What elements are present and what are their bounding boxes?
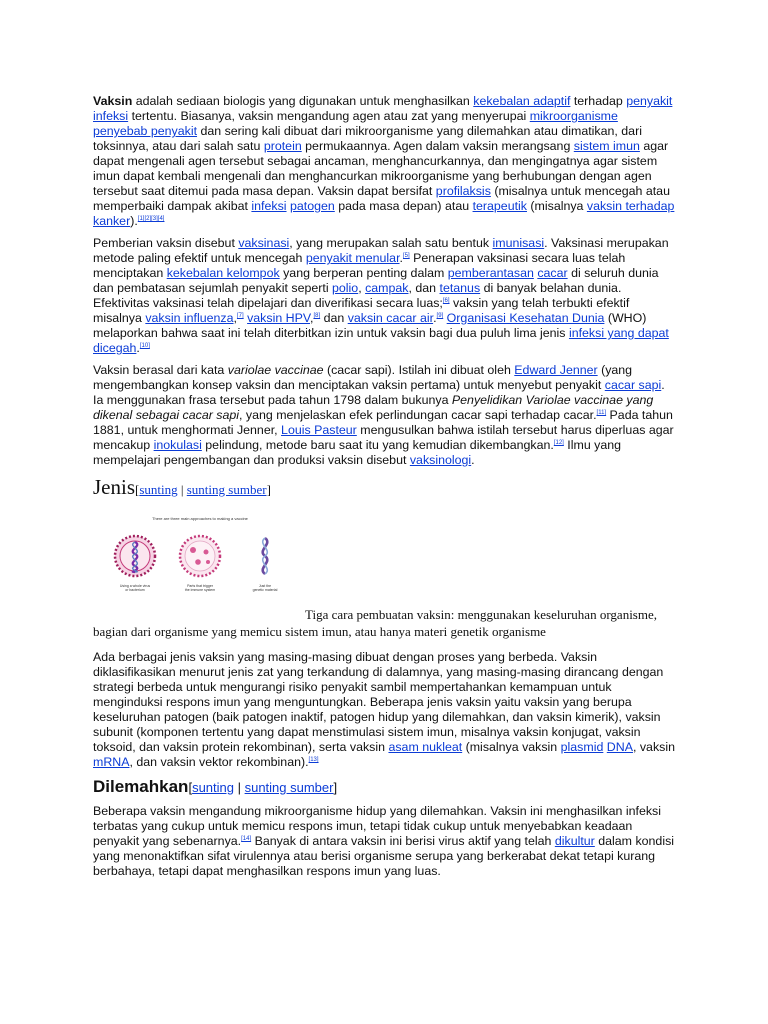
figure-label: genetic material: [252, 588, 278, 592]
text: mengusulkan bahwa istilah tersebut harus diperluas agar mencakup: [93, 423, 674, 452]
link-infeksi[interactable]: infeksi: [251, 199, 287, 213]
text: agar dapat mengenali agen tersebut sebagai ancaman, menghancurkannya, dan mengingatnya agar sistem imun dapat kembali mengenali dan menghancurkan mikroorganisme yang berhubungan dengan agen tersebut saat ditemui pada masa depan. Vaksin dapat bersifat: [93, 139, 669, 198]
link-cacar[interactable]: cacar: [537, 266, 568, 280]
heading-title: Dilemahkan: [93, 777, 189, 796]
text: di banyak belahan dunia. Efektivitas vaksinasi telah dipelajari dan diverifikasi secara luas;: [93, 281, 622, 310]
text: (WHO) melaporkan bahwa saat ini telah diterbitkan izin untuk vaksin bagi dua puluh lima jenis: [93, 311, 647, 340]
reference-link[interactable]: [10]: [139, 342, 150, 349]
text: adalah sediaan biologis yang digunakan untuk menghasilkan: [132, 94, 474, 108]
text: ,: [358, 281, 366, 295]
term-vaksin: Vaksin: [93, 94, 133, 108]
link-cacar-sapi[interactable]: cacar sapi: [604, 378, 662, 392]
figure-label: Parts that trigger: [187, 584, 213, 588]
link-profilaksis[interactable]: profilaksis: [435, 184, 491, 198]
link-asam-nukleat[interactable]: asam nukleat: [388, 740, 463, 754]
reference[interactable]: [443, 298, 450, 304]
bracket: ]: [266, 482, 271, 497]
text: . Ia menggunakan frasa tersebut pada tahun 1798 dalam bukunya: [93, 378, 665, 407]
reference-link[interactable]: [14]: [241, 835, 252, 842]
link-penyakit-infeksi[interactable]: penyakit infeksi: [93, 94, 673, 123]
text: (misalnya: [526, 199, 587, 213]
figure-container: [93, 510, 675, 606]
bracket: [: [135, 482, 140, 497]
link-dikultur[interactable]: dikultur: [554, 834, 595, 848]
edit-source-link[interactable]: sunting sumber: [186, 482, 267, 497]
paragraph-intro: [93, 94, 675, 229]
text: pada masa depan) atau: [334, 199, 473, 213]
edit-link[interactable]: sunting: [192, 780, 234, 795]
bracket: ]: [333, 780, 338, 795]
reference-link[interactable]: [11]: [596, 409, 607, 416]
edit-link[interactable]: sunting: [139, 482, 178, 497]
link-infeksi-yang-dapat-dicegah[interactable]: infeksi yang dapat dicegah: [93, 326, 669, 355]
link-imunisasi[interactable]: imunisasi: [492, 236, 545, 250]
reference[interactable]: [237, 313, 244, 319]
reference-link[interactable]: [9]: [436, 312, 444, 319]
text: , yang menjelaskan efek perlindungan cacar sapi terhadap cacar.: [239, 408, 597, 422]
paragraph-vaksinasi: [93, 236, 675, 356]
heading-title: Jenis: [93, 475, 135, 499]
whole-virus-icon: [115, 536, 155, 576]
paragraph-dilemahkan: [93, 804, 675, 879]
text: dan sering kali dibuat dari mikroorganisme yang dilemahkan atau dimatikan, dari toksinnya, atau dari salah satu: [93, 124, 642, 153]
bracket: [: [188, 780, 193, 795]
reference[interactable]: [403, 253, 410, 259]
genetic-material-icon: [263, 538, 268, 574]
separator: |: [233, 780, 245, 795]
reference[interactable]: [597, 410, 607, 416]
reference-link[interactable]: [6]: [442, 297, 450, 304]
separator: |: [177, 482, 187, 497]
text: terhadap: [570, 94, 627, 108]
text: ,: [310, 311, 314, 325]
text: yang berperan penting dalam: [279, 266, 448, 280]
text: , dan: [408, 281, 440, 295]
link-mikroorganisme[interactable]: mikroorganisme: [529, 109, 618, 123]
reference[interactable]: [309, 757, 319, 763]
text: Banyak di antara vaksin ini berisi virus aktif yang telah: [251, 834, 555, 848]
edit-links: [188, 780, 337, 795]
link-vaksin-cacar-air[interactable]: vaksin cacar air: [347, 311, 434, 325]
text: Pemberian vaksin disebut: [93, 236, 239, 250]
text: , yang merupakan salah satu bentuk: [289, 236, 493, 250]
text: .: [471, 453, 475, 467]
link-vaksinologi[interactable]: vaksinologi: [409, 453, 472, 467]
link-louis-pasteur[interactable]: Louis Pasteur: [281, 423, 357, 437]
figure-label: the immune system: [184, 588, 216, 592]
text: tertentu. Biasanya, vaksin mengandung agen atau zat yang menyerupai: [128, 109, 530, 123]
vaccine-approaches-figure: [105, 514, 295, 604]
link-patogen[interactable]: patogen: [289, 199, 335, 213]
text: Beberapa vaksin mengandung mikroorganisme hidup yang dilemahkan. Vaksin ini menghasilkan infeksi terbatas yang cukup untuk memicu respons imun, tetapi tidak cukup untuk menyebabkan keadaan penyakit yang sebenarnya.: [93, 804, 662, 848]
link-penyebab-penyakit[interactable]: penyebab penyakit: [93, 124, 198, 138]
link-polio[interactable]: polio: [332, 281, 359, 295]
link-kekebalan-adaptif[interactable]: kekebalan adaptif: [473, 94, 571, 108]
text: di seluruh dunia dan pembatasan sejumlah penyakit seperti: [93, 266, 659, 295]
link-pemberantasan[interactable]: pemberantasan: [447, 266, 534, 280]
link-campak[interactable]: campak: [365, 281, 409, 295]
edit-links: [135, 482, 271, 497]
text: , dan vaksin vektor rekombinan).: [129, 755, 309, 769]
link-terapeutik[interactable]: terapeutik: [472, 199, 527, 213]
figure-label: or bacterium: [125, 588, 145, 592]
italic-term: variolae vaccinae: [227, 363, 324, 377]
link-protein[interactable]: protein: [263, 139, 302, 153]
text: dan: [320, 311, 348, 325]
text: pelindung, metode baru saat itu yang kemudian dikembangkan.: [201, 438, 554, 452]
text: (misalnya untuk mencegah atau memperbaiki dampak akibat: [93, 184, 670, 213]
figure-label: Using a whole virus: [119, 584, 151, 588]
italic-book-title: Penyelidikan Variolae vaccinae yang dikenal sebagai cacar sapi: [93, 393, 654, 422]
reference-link[interactable]: [12]: [553, 439, 564, 446]
link-penyakit-menular[interactable]: penyakit menular: [305, 251, 400, 265]
link-kekebalan-kelompok[interactable]: kekebalan kelompok: [166, 266, 280, 280]
figure-label: Just the: [258, 584, 272, 588]
text: Ada berbagai jenis vaksin yang masing-masing dibuat dengan proses yang berbeda. Vaksin diklasifikasikan menurut jenis zat yang terkandung di dalamnya, yang masing-masing dirancang dengan strategi berbeda untuk mengurangi risiko penyakit sambil mempertahankan kemampuan untuk menginduksi respons imun yang menguntungkan. Beberapa jenis vaksin yaitu vaksin yang berupa keseluruhan patogen (baik patogen inaktif, patogen hidup yang dilemahkan, dan vaksin kimerik), vaksin subunit (komponen tertentu yang dapat menstimulasi sistem imun, misalnya vaksin konjugat, vaksin toksoid, dan vaksin protein rekombinan), serta vaksin: [93, 650, 664, 754]
text: Vaksin berasal dari kata: [93, 363, 228, 377]
heading-jenis: [93, 475, 675, 502]
heading-dilemahkan: [93, 777, 675, 798]
reference[interactable]: [241, 836, 251, 842]
link-organisasi-kesehatan-dunia[interactable]: Organisasi Kesehatan Dunia: [446, 311, 605, 325]
article-body: [93, 94, 675, 886]
reference-link[interactable]: [7]: [236, 312, 244, 319]
reference[interactable]: [140, 343, 150, 349]
reference[interactable]: [554, 440, 564, 446]
text: ,: [233, 311, 237, 325]
text: (misalnya vaksin: [462, 740, 561, 754]
text: , vaksin: [632, 740, 675, 754]
link-mrna[interactable]: mRNA: [93, 755, 130, 769]
link-vaksin-hpv[interactable]: vaksin HPV: [247, 311, 310, 325]
text: permukaannya. Agen dalam vaksin merangsang: [301, 139, 574, 153]
link-sistem-imun[interactable]: sistem imun: [573, 139, 640, 153]
text: Ilmu yang mempelajari pengembangan dan produksi vaksin disebut: [93, 438, 622, 467]
link-plasmid[interactable]: plasmid: [560, 740, 604, 754]
text: (yang mengembangkan konsep vaksin dan menciptakan vaksin pertama) untuk menyebut penyakit: [93, 363, 633, 392]
link-edward-jenner[interactable]: Edward Jenner: [514, 363, 598, 377]
text: .: [399, 251, 403, 265]
text: Penerapan vaksinasi secara luas telah menciptakan: [93, 251, 626, 280]
figure-title: There are three main approaches to making a vaccine: [152, 516, 248, 521]
edit-source-link[interactable]: sunting sumber: [244, 780, 334, 795]
reference-link[interactable]: [5]: [402, 252, 410, 259]
link-vaksinasi[interactable]: vaksinasi: [238, 236, 290, 250]
link-tetanus[interactable]: tetanus: [439, 281, 481, 295]
paragraph-etimologi: [93, 363, 675, 468]
text: Pada tahun 1881, untuk menghormati Jenner,: [93, 408, 673, 437]
reference-link[interactable]: [13]: [308, 756, 319, 763]
text: . Vaksinasi merupakan metode paling efektif untuk mencegah: [93, 236, 669, 265]
link-dna[interactable]: DNA: [606, 740, 633, 754]
text: ).: [130, 214, 138, 228]
figure-caption: Tiga cara pembuatan vaksin: menggunakan keseluruhan organisme, bagian dari organisme yang memicu sistem imun, atau hanya materi genetik organisme: [93, 607, 657, 639]
link-inokulasi[interactable]: inokulasi: [153, 438, 202, 452]
link-vaksin-influenza[interactable]: vaksin influenza: [145, 311, 234, 325]
virus-parts-icon: [180, 536, 220, 576]
link-vaksin-terhadap-kanker[interactable]: vaksin terhadap kanker: [93, 199, 675, 228]
text: .: [136, 341, 140, 355]
text: (cacar sapi). Istilah ini dibuat oleh: [323, 363, 515, 377]
text: .: [433, 311, 437, 325]
reference-link[interactable]: [8]: [313, 312, 321, 319]
reference[interactable]: [138, 216, 165, 222]
reference-link[interactable]: [1][2][3][4]: [137, 215, 165, 222]
text: dalam kondisi yang menonaktifkan sifat virulennya atau berisi organisme serupa yang berkerabat dekat tetapi kurang berbahaya, tetapi dapat menghasilkan respons imun yang luas.: [93, 834, 675, 878]
reference[interactable]: [437, 313, 444, 319]
paragraph-jenis: [93, 650, 675, 770]
text: vaksin yang telah terbukti efektif misalnya: [93, 296, 630, 325]
